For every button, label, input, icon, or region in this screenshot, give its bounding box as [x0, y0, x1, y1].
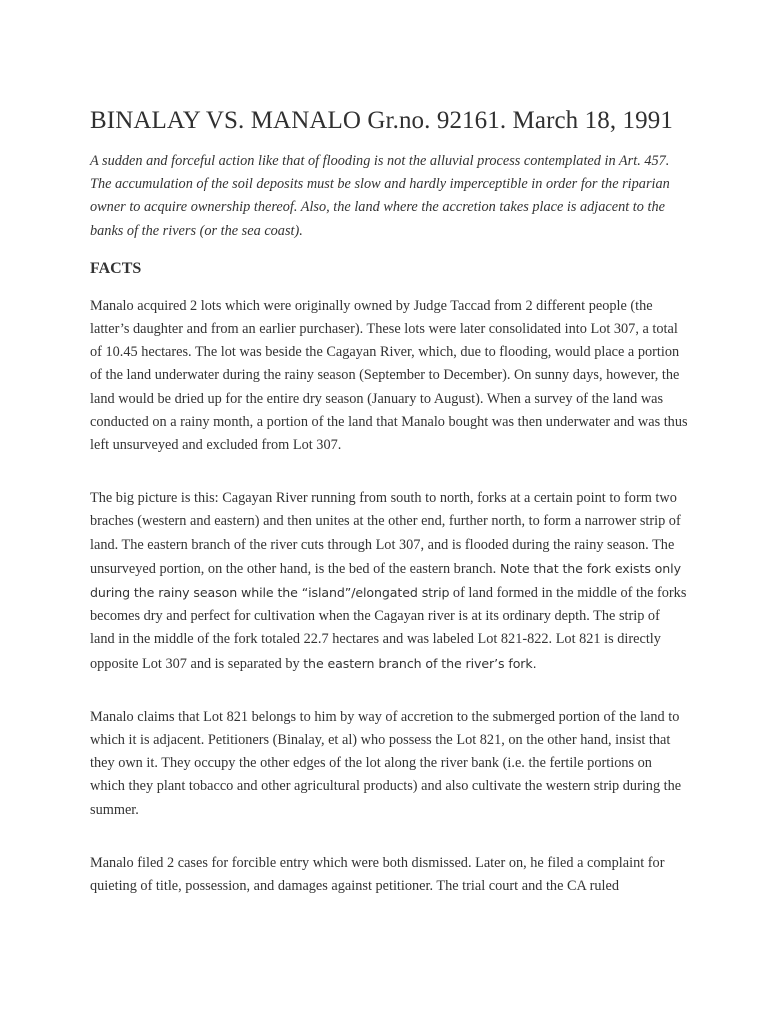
paragraph-2-text-a: The big picture is this: Cagayan River running from south to north, forks at a certain point to form two braches (western and eastern) and then unites at the other end, further north, to form a narrower strip of land. The eastern branch of the river cuts through Lot 307, and is flooded during the rainy season. The unsurveyed portion, on the other hand, is the bed of the eastern branch.: [90, 490, 681, 577]
facts-paragraph-3: Manalo claims that Lot 821 belongs to him by way of accretion to the submerged portion of the land to which it is adjacent. Petitioners (Binalay, et al) who possess the Lot 821, on the other hand, insist that they own it. They occupy the other edges of the lot along the river bank (i.e. the fertile portions on which they plant tobacco and other agricultural products) and also cultivate the western strip during the summer.: [90, 708, 682, 818]
case-summary: A sudden and forceful action like that of flooding is not the alluvial process contemplated in Art. 457. The accumulation of the soil deposits must be slow and hardly imperceptible in order for the riparian owner to acquire ownership thereof. Also, the land where the accretion takes place is adjacent to the banks of the rivers (or the sea coast).: [90, 153, 670, 239]
document-title: BINALAY VS. MANALO Gr.no. 92161. March 18, 1991: [90, 107, 673, 134]
facts-heading: FACTS: [90, 259, 142, 277]
facts-paragraph-4: Manalo filed 2 cases for forcible entry which were both dismissed. Later on, he filed a complaint for quieting of title, possession, and damages against petitioner. The trial court and the CA ruled: [90, 854, 665, 895]
facts-paragraph-2: [90, 487, 688, 676]
facts-paragraph-1: Manalo acquired 2 lots which were originally owned by Judge Taccad from 2 different people (the latter’s daughter and from an earlier purchaser). These lots were later consolidated into Lot 307, a total of 10.45 hectares. The lot was beside the Cagayan River, which, due to flooding, would place a portion of the land underwater during the rainy season (September to December). On sunny days, however, the land would be dried up for the entire dry season (January to August). When a survey of the land was conducted on a rainy month, a portion of the land that Manalo bought was then underwater and was thus left unsurveyed and excluded from Lot 307.: [90, 297, 688, 454]
paragraph-2-text-d: the eastern branch of the river’s fork.: [303, 655, 537, 671]
paragraph-2-text-c: of land formed in the middle of the forks becomes dry and perfect for cultivation when the Cagayan river is at its ordinary depth. The strip of land in the middle of the fork totaled 22.7 hectares and was labeled Lot 821-822. Lot 821 is directly opposite Lot 307 and is separated by: [90, 585, 687, 672]
paragraph-2-text-b: Note that the fork exists only during the rainy season while the “island”/elongated strip: [90, 560, 681, 601]
